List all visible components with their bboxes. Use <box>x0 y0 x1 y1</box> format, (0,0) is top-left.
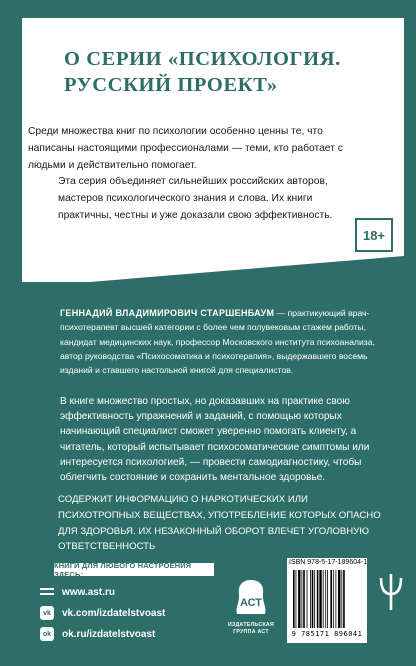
author-bio <box>60 306 392 377</box>
age-rating-badge: 18+ <box>355 218 393 252</box>
legal-warning: СОДЕРЖИТ ИНФОРМАЦИЮ О НАРКОТИЧЕСКИХ ИЛИ ПСИХОТРОПНЫХ ВЕЩЕСТВАХ, УПОТРЕБЛЕНИЕ КОТОРЫХ ОПАСНО ДЛЯ ЗДОРОВЬЯ. ИХ НЕЗАКОННЫЙ ОБОРОТ ВЛЕЧЕТ УГОЛОВНУЮ ОТВЕТСТВЕННОСТЬ <box>58 494 381 553</box>
publisher-logo <box>227 577 275 635</box>
barcode <box>293 570 361 630</box>
intro-paragraph-1: Среди множества книг по психологии особенно ценны те, что написаны настоящими профессионалами — теми, кто работает с людьми и действительно помогает. <box>28 126 343 171</box>
intro-paragraph-2: Эта серия объединяет сильнейших российских авторов, мастеров психологического знания и слова. Их книги практичны, честны и уже доказали свою эффективность. <box>58 176 333 221</box>
author-bio-text: — практикующий врач-психотерапевт высшей категории с более чем полувековым стажем работы, кандидат медицинских наук, профессор Московского института психоанализа, автор руководства «Психосоматика и психотерапия», выдержавшего восемь изданий и ставшего настольной книгой для специалистов. <box>60 308 375 376</box>
website-link[interactable] <box>40 583 165 601</box>
vk-link[interactable] <box>40 604 165 622</box>
ast-logo-icon <box>231 577 271 617</box>
promo-banner: КНИГИ ДЛЯ ЛЮБОГО НАСТРОЕНИЯ ЗДЕСЬ: <box>54 563 214 576</box>
series-intro <box>28 124 358 225</box>
isbn-text: ISBN 978-5-17-189604-1 <box>289 559 368 566</box>
isbn-barcode-block <box>287 558 367 643</box>
book-description: В книге множество простых, но доказавших на практике свою эффективность упражнений и заданий, с помощью которых начинающий специалист сможет уверенно помогать клиенту, а читатель, который испытывает психосоматические симптомы или интересуется психологией, — провести самодиагностику, чтобы облегчить состояние и сохранить ментальное здоровье. <box>60 396 370 484</box>
publisher-name: ИЗДАТЕЛЬСКАЯ ГРУППА АСТ <box>227 622 275 635</box>
ok-link-text: ok.ru/izdatelstvoast <box>62 628 156 640</box>
vk-icon: vk <box>40 606 54 620</box>
author-name: ГЕННАДИЙ ВЛАДИМИРОВИЧ СТАРШЕНБАУМ <box>60 308 275 318</box>
vk-link-text: vk.com/izdatelstvoast <box>62 607 166 619</box>
barcode-number: 9 785171 896041 <box>291 630 363 638</box>
ok-link[interactable] <box>40 625 165 643</box>
website-link-text: www.ast.ru <box>62 586 115 598</box>
odnoklassniki-icon: ok <box>40 627 54 641</box>
globe-icon <box>40 585 54 599</box>
publisher-links <box>40 583 165 646</box>
series-title: О СЕРИИ «ПСИХОЛОГИЯ. РУССКИЙ ПРОЕКТ» <box>64 48 341 96</box>
logo-text: АСТ <box>239 597 263 609</box>
psi-symbol-icon <box>378 572 404 612</box>
